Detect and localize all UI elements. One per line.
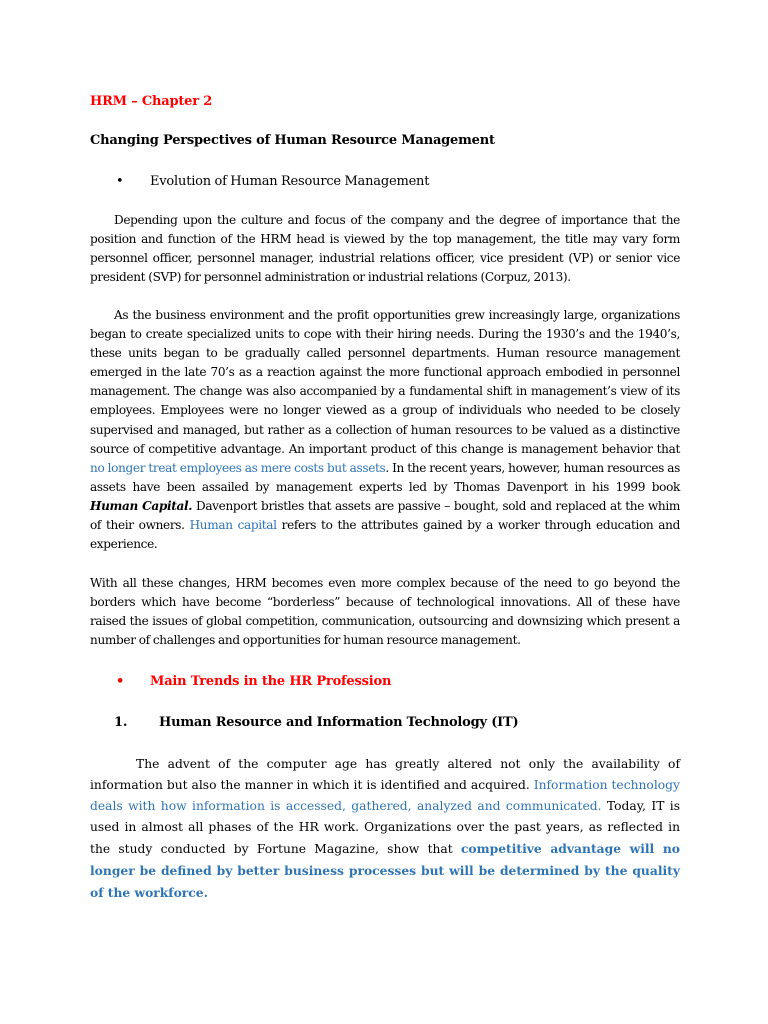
paragraph-4-text-a: The advent of the computer age has greatly altered not only the availability of information but also the manner in which it is identified and acquired. (90, 757, 680, 792)
bullet-icon-red: • (116, 674, 125, 689)
numbered-heading-it (90, 713, 680, 733)
paragraph-2-text-a: As the business environment and the profit opportunities grew increasingly large, organizations began to create specialized units to cope with their hiring needs. During the 1930’s and the 1940’s, these units began to be gradually called personnel departments. Human resource management emerged in the late 70’s as a reaction against the more functional approach embodied in personnel management. The change was also accompanied by a fundamental shift in management’s view of its employees. Employees were no longer viewed as a group of individuals who needed to be closely supervised and managed, but rather as a collection of human resources to be valued as a distinctive source of competitive advantage. An important product of this change is management behavior that (90, 308, 680, 456)
highlight-competitive-advantage: competitive advantage will no longer be defined by better business processes but will be determined by the quality of the workforce. (90, 841, 680, 900)
paragraph-2-text-g: refers to the attributes gained by a worker through education and experience. (90, 518, 680, 552)
paragraph-2 (90, 306, 680, 554)
bullet-text: Evolution of Human Resource Management (150, 174, 430, 189)
paragraph-4 (90, 754, 680, 904)
numbered-heading-text: Human Resource and Information Technology (IT) (159, 715, 519, 730)
highlight-human-capital: Human capital (189, 518, 277, 533)
section-heading: Changing Perspectives of Human Resource Management (90, 133, 495, 148)
list-number: 1. (114, 715, 128, 730)
highlight-assets: no longer treat employees as mere costs but assets (90, 460, 386, 475)
bullet-icon: • (116, 174, 124, 189)
book-title: Human Capital. (90, 498, 193, 513)
bullet-item-evolution (90, 172, 680, 191)
bullet-text-red: Main Trends in the HR Profession (150, 674, 392, 689)
paragraph-1: Depending upon the culture and focus of the company and the degree of importance that the position and function of the HRM head is viewed by the top management, the title may vary form personnel officer, personnel manager, industrial relations officer, vice president (VP) or senior vice president (SVP) for personnel administration or industrial relations (Corpuz, 2013). (90, 213, 680, 285)
paragraph-3: With all these changes, HRM becomes even more complex because of the need to go beyond the borders which have become “borderless” because of technological innovations. All of these have raised the issues of global competition, communication, outsourcing and downsizing which present a number of challenges and opportunities for human resource management. (90, 576, 680, 648)
paragraph-4-text-c: Today, IT is used in almost all phases of the HR work. Organizations over the past years, as reflected in the study conducted by Fortune Magazine, show that (90, 799, 681, 856)
bullet-item-main-trends (90, 672, 680, 692)
highlight-it-definition: Information technology deals with how information is accessed, gathered, analyzed and communicated. (90, 778, 680, 813)
paragraph-2-text-e: Davenport bristles that assets are passive – bought, sold and replaced at the whim of their owners. (90, 498, 681, 533)
paragraph-2-text-c: . In the recent years, however, human resources as assets have been assailed by management experts led by Thomas Davenport in his 1999 book (90, 460, 680, 494)
chapter-title: HRM – Chapter 2 (90, 94, 213, 109)
